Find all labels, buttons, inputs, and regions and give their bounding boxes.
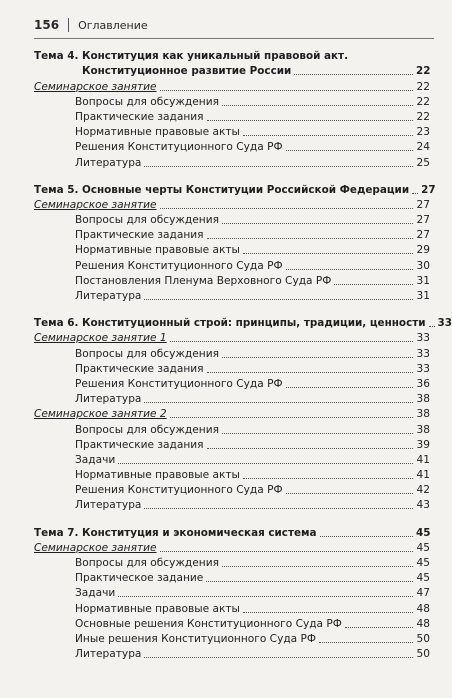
seminar-heading (34, 197, 430, 212)
dot-leader (243, 612, 413, 613)
page-ref: 39 (416, 438, 430, 451)
page-ref: 38 (416, 423, 430, 436)
dot-leader (286, 150, 413, 151)
page-ref: 45 (416, 526, 431, 539)
page-ref: 48 (416, 602, 430, 615)
toc-entry (34, 109, 430, 124)
page-ref: 41 (416, 469, 430, 482)
toc-entry-text: Решения Конституционного Суда РФ (75, 259, 283, 272)
dot-leader (286, 269, 413, 270)
theme-heading-text (34, 184, 409, 197)
toc-entry (34, 242, 430, 257)
page-ref: 45 (416, 572, 430, 585)
dot-leader (222, 566, 413, 567)
toc-entry (34, 273, 430, 288)
dot-leader (243, 253, 413, 254)
theme-label: Тема 4. (34, 50, 79, 63)
page-ref: 31 (416, 290, 430, 302)
toc-entry-text: Вопросы для обсуждения (75, 423, 219, 436)
dot-leader (144, 508, 413, 509)
page-ref: 23 (416, 126, 430, 139)
toc-entry (34, 482, 430, 497)
toc-entry-text: Нормативные правовые акты (75, 126, 240, 139)
page-ref: 43 (416, 499, 430, 512)
theme-heading (34, 315, 452, 330)
toc-entry-text: Практические задания (75, 362, 204, 375)
toc-entry (34, 437, 430, 452)
page-ref: 30 (416, 259, 430, 272)
theme-title: Конституция и экономическая система (82, 526, 317, 539)
toc-entry-text: Основные решения Конституционного Суда РФ (75, 617, 342, 630)
toc-entry-text: Литература (75, 156, 142, 169)
toc-entry (34, 570, 430, 585)
theme-heading-cont-text: Конституционное развитие России (82, 65, 292, 78)
seminar-heading-text: Семинарское занятие (34, 541, 157, 554)
toc-entry (34, 227, 430, 242)
theme-heading (34, 524, 430, 539)
toc-entry-text: Практические задания (75, 110, 204, 123)
page-ref: 27 (416, 198, 430, 211)
running-title: Оглавление (78, 18, 148, 32)
page-ref: 29 (416, 244, 430, 257)
theme-heading (34, 182, 436, 197)
toc-entry-text: Литература (75, 499, 142, 512)
page-ref: 41 (416, 453, 430, 466)
page-ref: 22 (416, 95, 430, 108)
toc-entry-text: Решения Конституционного Суда РФ (75, 377, 283, 390)
seminar-heading-text: Семинарское занятие (34, 80, 157, 93)
theme-label: Тема 7. (34, 526, 79, 539)
dot-leader (144, 166, 413, 167)
toc-entry (34, 139, 430, 154)
toc-section (34, 182, 436, 304)
seminar-heading (34, 540, 430, 555)
page-ref: 22 (416, 65, 431, 78)
dot-leader (320, 536, 413, 537)
toc-entry (34, 452, 430, 467)
dot-leader (345, 627, 413, 628)
theme-label: Тема 6. (34, 317, 79, 330)
toc-entry (34, 345, 430, 360)
toc-entry (34, 421, 430, 436)
dot-leader (319, 642, 413, 643)
dot-leader (429, 326, 435, 327)
page-ref: 36 (416, 377, 430, 390)
toc-entry-text: Практические задания (75, 229, 204, 242)
dot-leader (207, 372, 413, 373)
theme-heading-text (34, 317, 426, 330)
toc-entry-text: Вопросы для обсуждения (75, 347, 219, 360)
dot-leader (222, 105, 413, 106)
toc-entry-text: Практическое задание (75, 572, 204, 585)
dot-leader (222, 433, 413, 434)
dot-leader (118, 596, 413, 597)
toc-entry (34, 376, 430, 391)
header-divider (68, 18, 69, 32)
toc-entry-text: Нормативные правовые акты (75, 602, 240, 615)
theme-title: Конституция как уникальный правовой акт. (82, 50, 349, 63)
page-number: 156 (34, 18, 60, 32)
dot-leader (144, 299, 413, 300)
page-ref: 22 (416, 110, 430, 123)
dot-leader (160, 551, 413, 552)
toc-entry-text: Нормативные правовые акты (75, 244, 240, 257)
page-ref: 24 (416, 141, 430, 154)
toc-entry (34, 361, 430, 376)
dot-leader (207, 448, 413, 449)
toc-entry (34, 600, 430, 615)
page-ref: 38 (416, 408, 430, 421)
theme-heading (34, 48, 430, 63)
toc-entry (34, 288, 430, 303)
toc-entry-text: Постановления Пленума Верховного Суда РФ (75, 274, 332, 287)
toc-entry-text: Решения Конституционного Суда РФ (75, 141, 283, 154)
toc-entry (34, 631, 430, 646)
page-ref: 45 (416, 541, 430, 554)
toc-entry-text: Нормативные правовые акты (75, 469, 240, 482)
seminar-heading (34, 78, 430, 93)
toc-entry (34, 391, 430, 406)
dot-leader (207, 238, 413, 239)
page-ref: 45 (416, 557, 430, 569)
page-ref: 33 (437, 317, 452, 330)
dot-leader (144, 402, 413, 403)
toc-entry (34, 94, 430, 109)
page-ref: 33 (416, 347, 430, 360)
page-ref: 33 (416, 332, 430, 345)
theme-heading-text (34, 50, 348, 63)
dot-leader (286, 387, 413, 388)
seminar-heading-text: Семинарское занятие (34, 198, 157, 211)
toc-entry-text: Вопросы для обсуждения (75, 214, 219, 227)
toc-entry-text: Литература (75, 648, 142, 661)
theme-label: Тема 5. (34, 183, 79, 196)
toc-entry-text: Вопросы для обсуждения (75, 557, 219, 569)
toc-entry-text: Решения Конституционного Суда РФ (75, 484, 283, 497)
toc-entry-text: Задачи (75, 587, 116, 600)
toc-entry (34, 646, 430, 661)
toc-entry (34, 585, 430, 600)
toc-section (34, 524, 430, 661)
toc-entry (34, 497, 430, 512)
dot-leader (412, 193, 418, 194)
toc-entry-text: Иные решения Конституционного Суда РФ (75, 632, 317, 645)
header-rule (34, 38, 434, 39)
dot-leader (160, 90, 413, 91)
page-ref: 38 (416, 393, 430, 406)
toc-entry (34, 257, 430, 272)
toc-entry (34, 616, 430, 631)
page-ref: 31 (416, 274, 430, 287)
table-of-contents (34, 48, 452, 673)
theme-title: Основные черты Конституции Российской Федерации (82, 183, 410, 196)
page-ref: 50 (416, 632, 430, 645)
dot-leader (170, 341, 413, 342)
page-ref: 48 (416, 617, 430, 630)
toc-entry (34, 124, 430, 139)
page-ref: 27 (416, 229, 430, 242)
dot-leader (222, 357, 413, 358)
toc-entry (34, 555, 430, 570)
dot-leader (118, 463, 413, 464)
dot-leader (243, 478, 413, 479)
dot-leader (160, 208, 413, 209)
dot-leader (334, 284, 413, 285)
toc-entry (34, 212, 430, 227)
page-ref: 22 (416, 80, 430, 93)
page-ref: 25 (416, 156, 430, 169)
theme-title: Конституционный строй: принципы, традиции, ценности (82, 317, 426, 330)
toc-section (34, 315, 452, 512)
page-ref: 33 (416, 362, 430, 375)
page-ref: 50 (416, 648, 430, 661)
toc-entry-text: Литература (75, 290, 142, 302)
toc-entry-text: Задачи (75, 453, 116, 466)
seminar-heading-text: Семинарское занятие 2 (34, 408, 167, 421)
seminar-heading (34, 406, 430, 421)
dot-leader (294, 74, 413, 75)
running-header (34, 16, 434, 34)
theme-heading-text (34, 527, 317, 540)
toc-section (34, 48, 430, 170)
dot-leader (206, 581, 413, 582)
seminar-heading-text: Семинарское занятие 1 (34, 332, 167, 345)
toc-entry-text: Практические задания (75, 438, 204, 451)
dot-leader (243, 135, 413, 136)
page-ref: 42 (416, 484, 430, 497)
toc-entry-text: Вопросы для обсуждения (75, 95, 219, 108)
dot-leader (207, 120, 413, 121)
page-ref: 47 (416, 587, 430, 600)
seminar-heading (34, 330, 430, 345)
dot-leader (222, 223, 413, 224)
toc-entry (34, 154, 430, 169)
toc-entry-text: Литература (75, 393, 142, 406)
page-ref: 27 (416, 214, 430, 227)
dot-leader (144, 657, 413, 658)
theme-heading-cont (34, 63, 430, 78)
page-ref: 27 (421, 183, 436, 196)
dot-leader (170, 417, 413, 418)
dot-leader (286, 493, 413, 494)
toc-entry (34, 467, 430, 482)
